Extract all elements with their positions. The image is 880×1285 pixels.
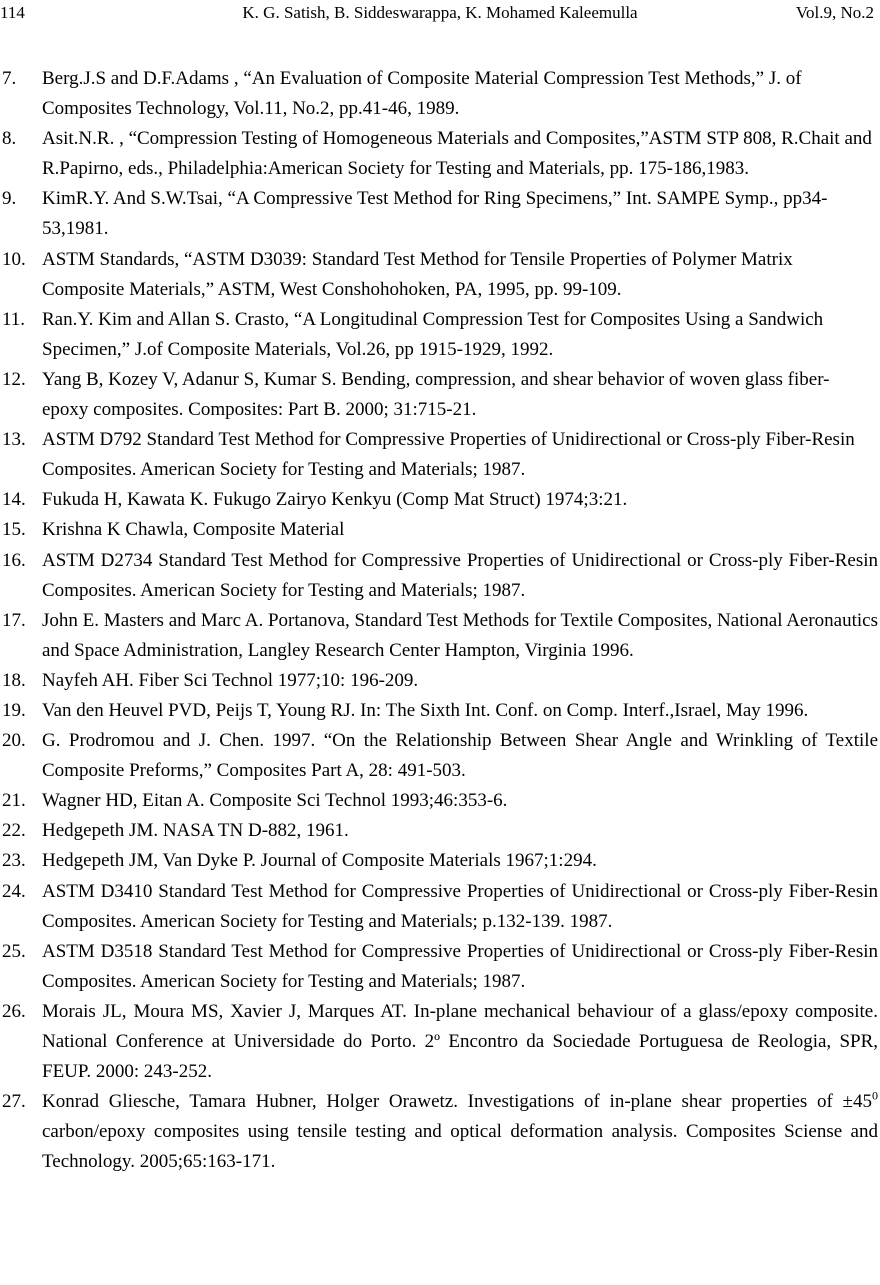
reference-number: 20. [2, 730, 26, 752]
reference-item [0, 365, 880, 425]
reference-text: Nayfeh AH. Fiber Sci Technol 1977;10: 196-209. [42, 669, 419, 691]
reference-number: 15. [2, 519, 26, 541]
reference-text: Berg.J.S and D.F.Adams , “An Evaluation of Composite Material Compression Test Methods,” J. of Composites Technology, Vol.11, No.2, pp.41-46, 1989. [42, 68, 802, 120]
running-header [0, 0, 880, 26]
reference-text: ASTM D3410 Standard Test Method for Compressive Properties of Unidirectional or Cross-ply Fiber-Resin Composites. American Society for Testing and Materials; p.132-139. 1987. [42, 880, 878, 932]
reference-item [0, 1087, 880, 1177]
reference-text: Hedgepeth JM. NASA TN D-882, 1961. [42, 820, 349, 842]
reference-item [0, 64, 880, 124]
reference-item [0, 997, 880, 1087]
reference-item [0, 485, 880, 515]
reference-text: Fukuda H, Kawata K. Fukugo Zairyo Kenkyu (Comp Mat Struct) 1974;3:21. [42, 489, 628, 511]
reference-item [0, 877, 880, 937]
reference-item [0, 786, 880, 816]
reference-number: 17. [2, 609, 26, 631]
reference-item [0, 124, 880, 184]
reference-item [0, 515, 880, 545]
reference-text: Van den Heuvel PVD, Peijs T, Young RJ. In: The Sixth Int. Conf. on Comp. Interf.,Israel, May 1996. [42, 699, 809, 721]
reference-number: 25. [2, 940, 26, 962]
reference-text: Krishna K Chawla, Composite Material [42, 519, 345, 541]
reference-number: 26. [2, 1000, 26, 1022]
reference-text [42, 1087, 878, 1177]
reference-number: 16. [2, 549, 26, 571]
reference-item [0, 606, 880, 666]
reference-number: 9. [2, 188, 17, 210]
reference-number: 10. [2, 248, 26, 270]
reference-number: 12. [2, 368, 26, 390]
reference-item [0, 726, 880, 786]
reference-item [0, 425, 880, 485]
reference-text: ASTM D2734 Standard Test Method for Compressive Properties of Unidirectional or Cross-ply Fiber-Resin Composites. American Society for Testing and Materials; 1987. [42, 549, 878, 601]
reference-text: G. Prodromou and J. Chen. 1997. “On the Relationship Between Shear Angle and Wrinkling of Textile Composite Preforms,” Composites Part A, 28: 491-503. [42, 730, 878, 782]
reference-text: Yang B, Kozey V, Adanur S, Kumar S. Bending, compression, and shear behavior of woven glass fiber- epoxy composites. Composites: Part B. 2000; 31:715-21. [42, 368, 830, 421]
reference-item [0, 666, 880, 696]
superscript: 0 [872, 1088, 878, 1103]
reference-number: 21. [2, 790, 26, 812]
reference-text-part: Konrad Gliesche, Tamara Hubner, Holger Orawetz. Investigations of in-plane shear properties of ±45 [42, 1091, 872, 1113]
reference-text: ASTM D792 Standard Test Method for Compressive Properties of Unidirectional or Cross-ply Fiber-Resin Composites. American Society for Testing and Materials; 1987. [42, 429, 855, 481]
reference-item [0, 305, 880, 365]
reference-item [0, 937, 880, 997]
reference-text: ASTM Standards, “ASTM D3039: Standard Test Method for Tensile Properties of Polymer Matrix Composite Materials,” ASTM, West Conshohohoken, PA, 1995, pp. 99-109. [42, 248, 793, 300]
reference-item [0, 696, 880, 726]
reference-item [0, 546, 880, 606]
reference-text: Morais JL, Moura MS, Xavier J, Marques AT. In-plane mechanical behaviour of a glass/epoxy composite. National Conference at Universidade do Porto. 2º Encontro da Sociedade Portuguesa de Reologia, SPR, FEUP. 2000: 243-252. [42, 1000, 878, 1083]
reference-item [0, 846, 880, 876]
reference-text: KimR.Y. And S.W.Tsai, “A Compressive Test Method for Ring Specimens,” Int. SAMPE Symp., pp34-53,1981. [42, 188, 828, 240]
reference-number: 24. [2, 880, 26, 902]
reference-number: 18. [2, 669, 26, 691]
reference-number: 13. [2, 429, 26, 451]
header-volume: Vol.9, No.2 [795, 3, 874, 22]
reference-item [0, 816, 880, 846]
reference-list [0, 64, 880, 1177]
reference-text: Wagner HD, Eitan A. Composite Sci Technol 1993;46:353-6. [42, 790, 508, 812]
reference-item [0, 245, 880, 305]
reference-text: Asit.N.R. , “Compression Testing of Homogeneous Materials and Composites,”ASTM STP 808, R.Chait and R.Papirno, eds., Philadelphia:American Society for Testing and Materials, pp. 175-186,1983. [42, 128, 872, 180]
reference-number: 27. [2, 1091, 26, 1113]
reference-number: 22. [2, 820, 26, 842]
reference-number: 23. [2, 850, 26, 872]
reference-text: Ran.Y. Kim and Allan S. Crasto, “A Longitudinal Compression Test for Composites Using a Sandwich Specimen,” J.of Composite Materials, Vol.26, pp 1915-1929, 1992. [42, 308, 824, 360]
reference-number: 11. [2, 308, 26, 330]
reference-number: 7. [2, 68, 17, 89]
reference-text-part: carbon/epoxy composites using tensile testing and optical deformation analysis. Composites Sciense and Technology. 2005;65:163-171. [42, 1121, 878, 1173]
reference-number: 8. [2, 128, 17, 150]
reference-number: 19. [2, 699, 26, 721]
reference-text: ASTM D3518 Standard Test Method for Compressive Properties of Unidirectional or Cross-ply Fiber-Resin Composites. American Society for Testing and Materials; 1987. [42, 940, 878, 992]
reference-text: John E. Masters and Marc A. Portanova, Standard Test Methods for Textile Composites, National Aeronautics and Space Administration, Langley Research Center Hampton, Virginia 1996. [42, 609, 878, 661]
header-authors: K. G. Satish, B. Siddeswarappa, K. Mohamed Kaleemulla [242, 3, 638, 22]
reference-number: 14. [2, 489, 26, 511]
reference-text: Hedgepeth JM, Van Dyke P. Journal of Composite Materials 1967;1:294. [42, 850, 597, 872]
page-number: 114 [0, 3, 25, 22]
reference-item [0, 184, 880, 244]
